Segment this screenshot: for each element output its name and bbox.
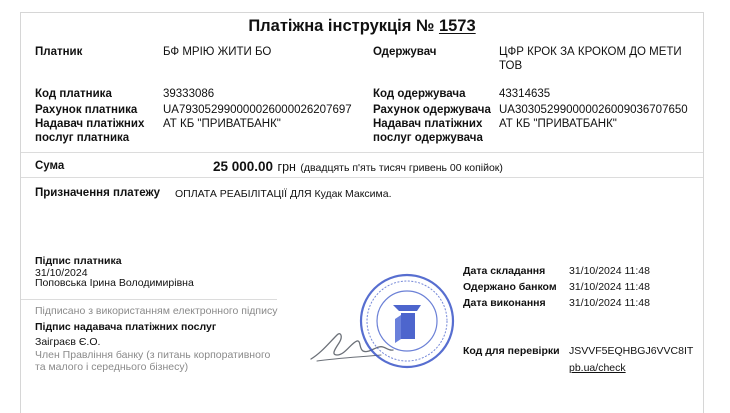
title-prefix: Платіжна інструкція № bbox=[248, 17, 435, 35]
recipient-provider: АТ КБ "ПРИВАТБАНК" bbox=[499, 118, 617, 130]
payer-code-label: Код платника bbox=[35, 88, 112, 100]
purpose-label: Призначення платежу bbox=[35, 187, 161, 199]
provider-signer-position-line-1: Член Правління банку (з питань корпоративного bbox=[35, 349, 271, 361]
recipient-code-label: Код одержувача bbox=[373, 88, 466, 100]
amount-value: 25 000.00 bbox=[213, 159, 274, 174]
payer-account-label: Рахунок платника bbox=[35, 104, 138, 116]
esign-note: Підписано з використанням електронного підпису bbox=[35, 305, 278, 317]
recipient-name-line-1: ЦФР КРОК ЗА КРОКОМ ДО МЕТИ bbox=[499, 46, 682, 58]
payer-provider-label-line-1: Надавач платіжних bbox=[35, 118, 145, 130]
payer-provider-label-line-2: послуг платника bbox=[35, 132, 130, 144]
verification-code: JSVVF5EQHBGJ6VVC8IT bbox=[569, 345, 694, 357]
payer-provider: АТ КБ "ПРИВАТБАНК" bbox=[163, 118, 281, 130]
payer-label: Платник bbox=[35, 46, 83, 58]
recipient-name-line-2: ТОВ bbox=[499, 60, 523, 72]
purpose-text: ОПЛАТА РЕАБІЛІТАЦІЇ ДЛЯ Кудак Максима. bbox=[175, 188, 392, 200]
recipient-provider-label-line-2: послуг одержувача bbox=[373, 132, 483, 144]
date-received-value: 31/10/2024 11:48 bbox=[569, 281, 650, 293]
provider-signature-label: Підпис надавача платіжних послуг bbox=[35, 321, 217, 333]
verification-link[interactable]: pb.ua/check bbox=[569, 362, 626, 374]
recipient-account-label: Рахунок одержувача bbox=[373, 104, 491, 116]
instruction-number: 1573 bbox=[438, 17, 476, 35]
date-executed-label: Дата виконання bbox=[463, 297, 546, 309]
amount-in-words: (двадцять п'ять тисяч гривень 00 копійок) bbox=[300, 162, 503, 174]
payer-code: 39333086 bbox=[163, 88, 215, 100]
payer-signature-label: Підпис платника bbox=[35, 255, 122, 267]
date-created-label: Дата складання bbox=[463, 265, 546, 277]
payer-account: UA793052990000026000026207697 bbox=[163, 104, 352, 116]
amount-currency: грн bbox=[277, 160, 296, 174]
recipient-code: 43314635 bbox=[499, 88, 551, 100]
payer-signature-name: Поповська Ірина Володимирівна bbox=[35, 277, 194, 289]
divider bbox=[21, 177, 703, 178]
verification-code-label: Код для перевірки bbox=[463, 345, 560, 357]
payment-instruction-document bbox=[20, 12, 704, 413]
provider-signer-position-line-2: та малого і середнього бізнесу) bbox=[35, 361, 189, 373]
divider bbox=[21, 299, 277, 300]
payer-signature-date: 31/10/2024 bbox=[35, 267, 88, 279]
recipient-provider-label-line-1: Надавач платіжних bbox=[373, 118, 483, 130]
amount-label: Сума bbox=[35, 160, 65, 172]
amount-block bbox=[213, 158, 503, 176]
date-received-label: Одержано банком bbox=[463, 281, 557, 293]
recipient-account: UA303052990000026009036707650 bbox=[499, 104, 688, 116]
date-created-value: 31/10/2024 11:48 bbox=[569, 265, 650, 277]
payer-name: БФ МРІЮ ЖИТИ БО bbox=[163, 46, 272, 58]
recipient-label: Одержувач bbox=[373, 46, 437, 58]
provider-signer-name: Заіграєв Є.О. bbox=[35, 336, 101, 348]
document-title bbox=[21, 17, 703, 36]
divider bbox=[21, 152, 703, 153]
privatbank-stamp-icon bbox=[357, 271, 457, 371]
date-executed-value: 31/10/2024 11:48 bbox=[569, 297, 650, 309]
